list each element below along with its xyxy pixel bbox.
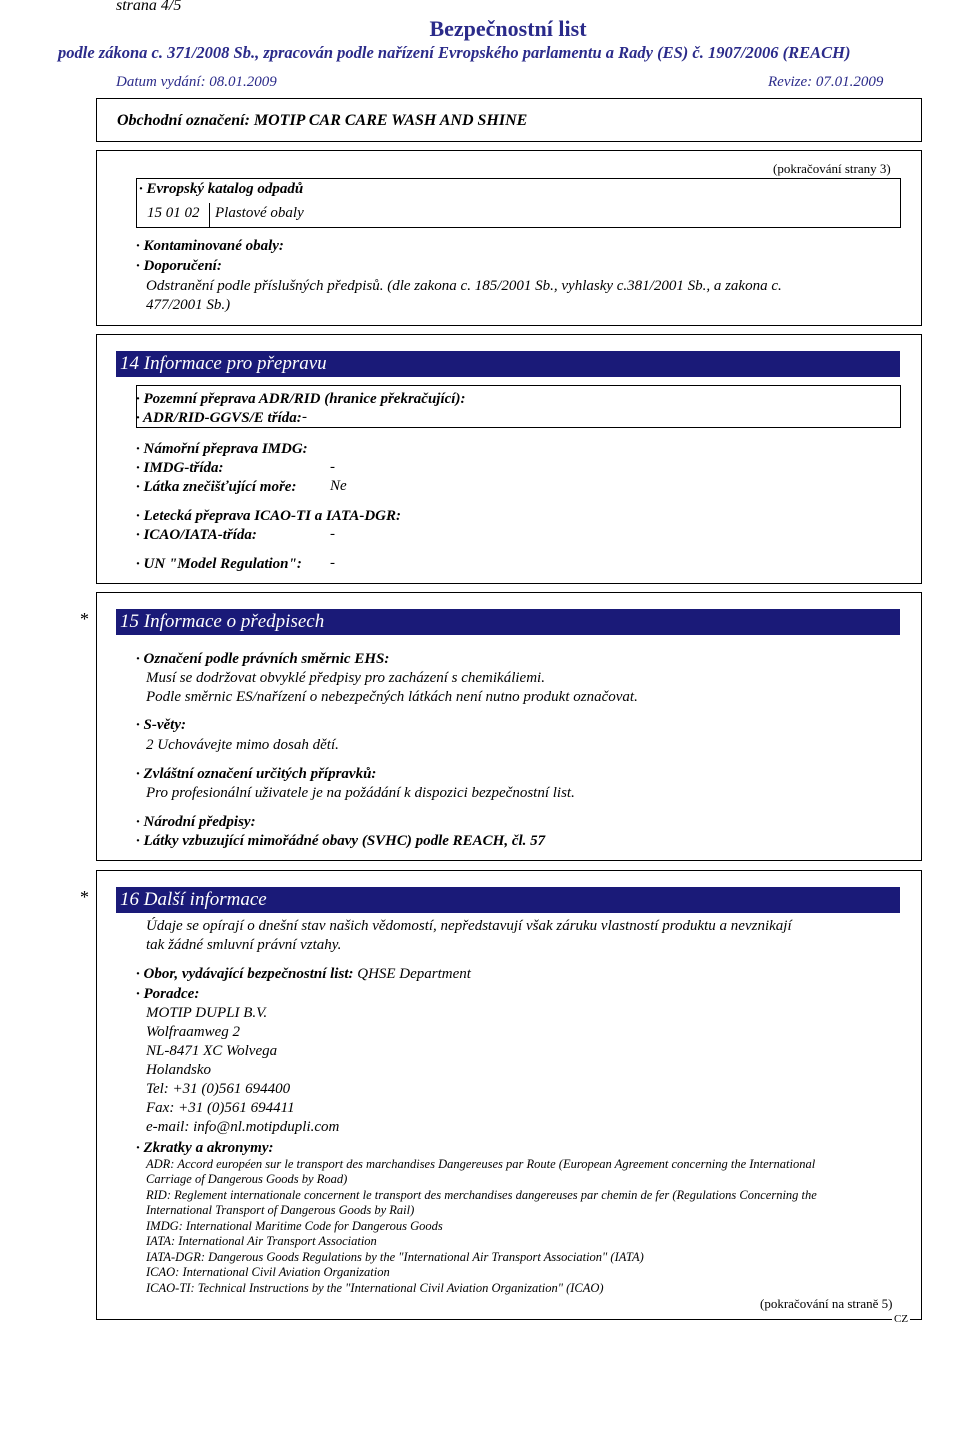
advisor-city: NL-8471 XC Wolvega (146, 1043, 278, 1059)
recommendation-label: · Doporučení: (136, 258, 222, 274)
contaminated-packaging-label: · Kontaminované obaly: (136, 238, 284, 254)
abbreviation-line: International Transport of Dangerous Goods by Rail) (146, 1203, 415, 1217)
change-marker: * (80, 609, 89, 629)
table-divider (209, 203, 210, 227)
imdg-class-label: · IMDG-třída: (136, 460, 224, 476)
imdg-class-value: - (330, 459, 335, 475)
document-title: Bezpečnostní list (429, 16, 587, 41)
advisor-email: e-mail: info@nl.motipdupli.com (146, 1119, 340, 1135)
revision-date: Revize: 07.01.2009 (768, 74, 884, 90)
abbreviation-line: RID: Reglement internationale concernent le transport des merchandises dangereuses par chemin de fer (Regulations Concerning the (146, 1188, 817, 1202)
abbreviation-line: ADR: Accord européen sur le transport des marchandises Dangereuses par Route (European Agreement concerning the International (146, 1157, 816, 1171)
issuing-department-value: QHSE Department (357, 966, 471, 982)
abbreviation-line: IATA: International Air Transport Association (146, 1234, 377, 1248)
abbreviation-line: ICAO-TI: Technical Instructions by the "International Civil Aviation Organization" (ICAO) (146, 1281, 604, 1295)
special-marking-text: Pro profesionální uživatele je na požádání k dispozici bezpečnostní list. (146, 785, 575, 801)
advisor-label: · Poradce: (136, 986, 200, 1002)
svhc-label: · Látky vzbuzující mimořádné obavy (SVHC) podle REACH, čl. 57 (136, 833, 546, 849)
marine-pollutant-value: Ne (330, 478, 347, 494)
un-model-regulation-label: · UN "Model Regulation": (136, 556, 302, 572)
disclaimer-line1: Údaje se opírají o dnešní stav našich vědomostí, nepředstavují však záruku vlastností produktu a nevznikají (146, 918, 792, 934)
abbreviation-line: Carriage of Dangerous Goods by Road) (146, 1172, 348, 1186)
s-phrases-text: 2 Uchovávejte mimo dosah dětí. (146, 737, 339, 753)
change-marker: * (80, 887, 89, 907)
waste-catalog-label: · Evropský katalog odpadů (139, 181, 304, 197)
abbreviations-label: · Zkratky a akronymy: (136, 1140, 274, 1156)
special-marking-label: · Zvláštní označení určitých přípravků: (136, 766, 377, 782)
icao-class-label: · ICAO/IATA-třída: (136, 527, 257, 543)
disposal-text-line2: 477/2001 Sb.) (146, 297, 231, 313)
marine-pollutant-label: · Látka znečišťující moře: (136, 479, 297, 495)
advisor-company: MOTIP DUPLI B.V. (146, 1005, 268, 1021)
advisor-fax: Fax: +31 (0)561 694411 (146, 1100, 295, 1116)
disposal-text-line1: Odstranění podle příslušných předpisů. (dle zakona c. 185/2001 Sb., vyhlasky c.381/2001 Sb., a zakona c. (146, 278, 782, 294)
waste-description: Plastové obaly (215, 205, 304, 221)
section-15-heading: 15 Informace o předpisech (116, 609, 900, 635)
trade-name-box (96, 98, 922, 142)
continued-from: (pokračování strany 3) (773, 161, 891, 176)
advisor-country: Holandsko (146, 1062, 211, 1078)
page-number: strana 4/5 (116, 0, 182, 14)
disclaimer-line2: tak žádné smluvní právní vztahy. (146, 937, 342, 953)
section-14-heading: 14 Informace pro přepravu (116, 351, 900, 377)
language-code: CZ (894, 1313, 909, 1325)
icao-class-value: - (330, 526, 335, 542)
issuing-department (136, 965, 471, 984)
air-transport-label: · Letecká přeprava ICAO-TI a IATA-DGR: (136, 508, 401, 524)
section-16-heading: 16 Další informace (116, 887, 900, 913)
ehs-text-1: Musí se dodržovat obvyklé předpisy pro zacházení s chemikáliemi. (146, 670, 545, 686)
sea-transport-label: · Námořní přeprava IMDG: (136, 441, 308, 457)
issuing-department-label: · Obor, vydávající bezpečnostní list: (136, 966, 354, 982)
un-model-regulation-value: - (330, 555, 335, 571)
issue-date: Datum vydání: 08.01.2009 (116, 74, 277, 90)
abbreviation-line: ICAO: International Civil Aviation Organization (146, 1265, 390, 1279)
s-phrases-label: · S-věty: (136, 717, 186, 733)
land-transport-label: · Pozemní přeprava ADR/RID (hranice překračující): (136, 391, 466, 407)
waste-catalog-table (136, 178, 901, 228)
abbreviation-line: IMDG: International Maritime Code for Dangerous Goods (146, 1219, 443, 1233)
ehs-text-2: Podle směrnic ES/nařízení o nebezpečných látkách není nutno produkt označovat. (146, 689, 638, 705)
waste-code: 15 01 02 (147, 205, 200, 221)
abbreviation-line: IATA-DGR: Dangerous Goods Regulations by the "International Air Transport Association" (IATA) (146, 1250, 644, 1264)
advisor-phone: Tel: +31 (0)561 694400 (146, 1081, 291, 1097)
adr-class-value: - (302, 409, 307, 425)
document-subtitle: podle zákona c. 371/2008 Sb., zpracován podle nařízení Evropského parlamentu a Rady (ES) č. 1907/2006 (REACH) (58, 43, 851, 62)
advisor-street: Wolfraamweg 2 (146, 1024, 241, 1040)
national-regulations-label: · Národní předpisy: (136, 814, 256, 830)
continued-on: (pokračování na straně 5) (760, 1296, 893, 1311)
trade-name: Obchodní označení: MOTIP CAR CARE WASH AND SHINE (117, 112, 528, 129)
adr-class-label: · ADR/RID-GGVS/E třída: (136, 410, 302, 426)
ehs-label: · Označení podle právních směrnic EHS: (136, 651, 390, 667)
